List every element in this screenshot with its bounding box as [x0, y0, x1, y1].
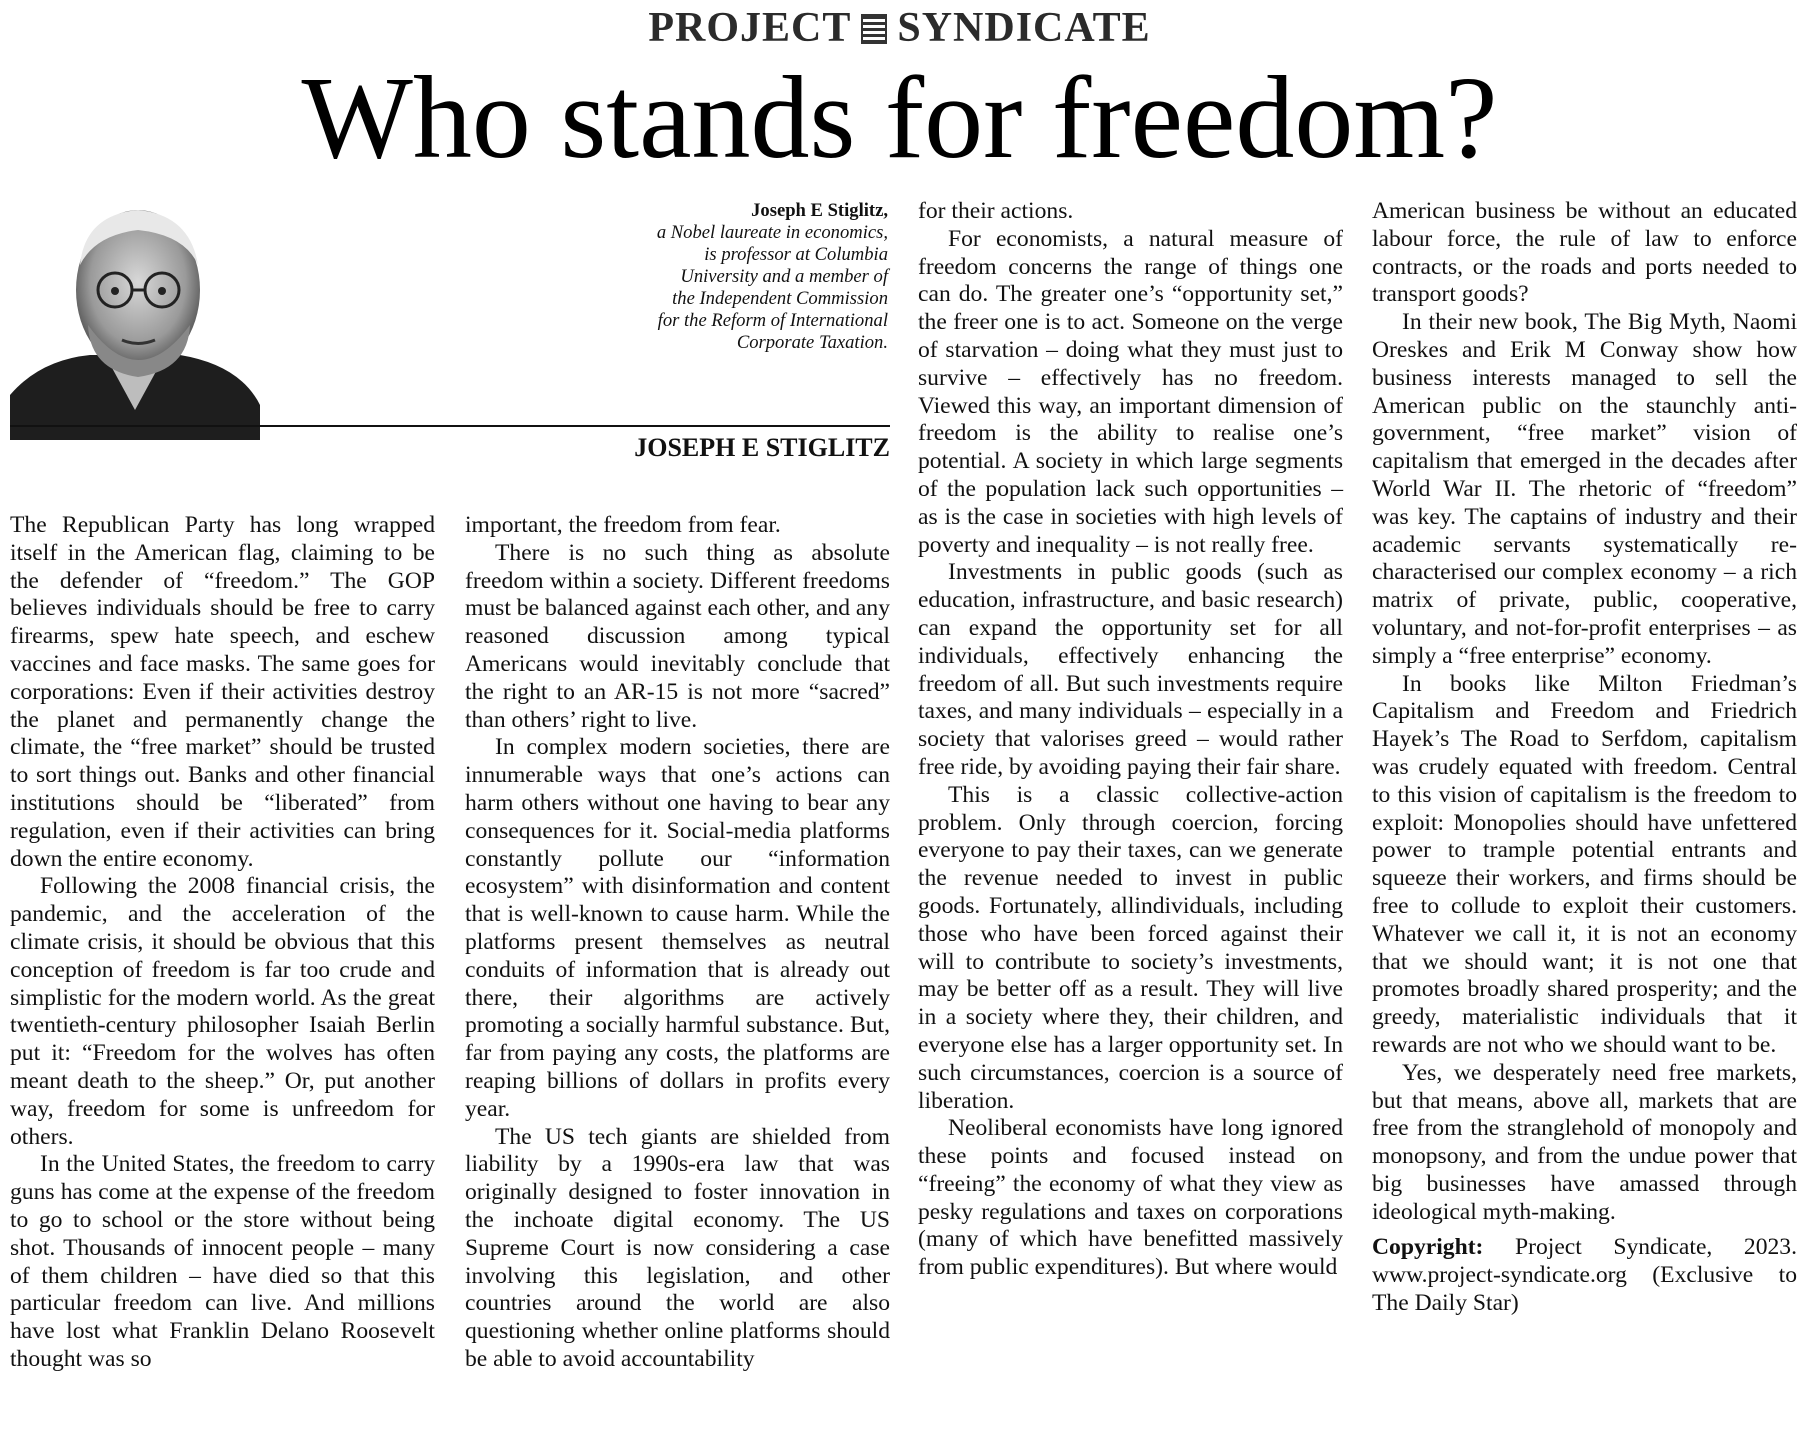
- paragraph: The US tech giants are shielded from liability by a 1990s-era law that was originally designed to foster innovation in the inchoate digital economy. The US Supreme Court is now considering a case involving this legislation, and other countries around the world are also questioning whether online platforms should be able to avoid accountability: [465, 1123, 890, 1372]
- paragraph: for their actions.: [918, 198, 1074, 224]
- author-photo: [10, 195, 260, 440]
- copyright-label: Copyright:: [1372, 1234, 1484, 1261]
- paragraph: Investments in public goods (such as education, infrastructure, and basic research) can expand the opportunity set for all individuals, effectively enhancing the freedom of all. But such investments require taxes, and many individuals – especially in a society that valorises greed – would rather free ride, by avoiding paying their fair share.: [918, 559, 1343, 780]
- article-column-3: [918, 198, 1343, 1282]
- masthead: [0, 4, 1799, 52]
- article-column-4: [1372, 198, 1797, 1318]
- paragraph: This is a classic collective-action problem. Only through coercion, forcing everyone to pay their taxes, can we generate the revenue needed to invest in public goods. Fortunately, allindividuals, including those who have been forced against their will to contribute to society’s investments, may be better off as a result. They will live in a society where they, their children, and everyone else has a larger opportunity set. In such circumstances, coercion is a source of liberation.: [918, 781, 1343, 1114]
- author-bio-line: for the Reform of International: [657, 310, 888, 331]
- copyright-note: [1372, 1234, 1797, 1317]
- masthead-right: SYNDICATE: [897, 5, 1151, 51]
- byline-divider: [10, 425, 890, 427]
- article-column-2: [465, 512, 890, 1374]
- paragraph: In books like Milton Friedman’s Capitalism and Freedom and Friedrich Hayek’s The Road to Serfdom, capitalism was crudely equated with freedom. Central to this vision of capitalism is the freedom to exploit: Monopolies should have unfettered power to trample potential entrants and squeeze their workers, and firms should be free to collude to exploit their customers. Whatever we call it, it is not an economy that we should want; it is not one that promotes broadly shared prosperity; and the greedy, materialistic individuals that it rewards are not who we should want to be.: [1372, 670, 1797, 1058]
- paragraph: Following the 2008 financial crisis, the pandemic, and the acceleration of the climate crisis, it should be obvious that this conception of freedom is far too crude and simplistic for the modern world. As the great twentieth-century philosopher Isaiah Berlin put it: “Freedom for the wolves has often meant death to the sheep.” Or, put another way, freedom for some is unfreedom for others.: [10, 873, 435, 1150]
- byline: JOSEPH E STIGLITZ: [634, 433, 890, 462]
- copyright-text: Project Syndicate, 2023. www.project-syndicate.org (Exclusive to The Daily Star): [1372, 1234, 1797, 1317]
- article-column-1: [10, 512, 435, 1374]
- paragraph: American business be without an educated labour force, the rule of law to enforce contracts, or the roads and ports needed to transport goods?: [1372, 198, 1797, 308]
- author-bio-line: is professor at Columbia: [704, 244, 888, 265]
- paragraph: Neoliberal economists have long ignored these points and focused instead on “freeing” the economy of what they view as pesky regulations and taxes on corporations (many of which have benefitted massively from public expenditures). But where would: [918, 1115, 1343, 1281]
- author-bio-line: Corporate Taxation.: [736, 332, 888, 353]
- author-bio-line: University and a member of: [680, 266, 888, 287]
- paragraph: In complex modern societies, there are innumerable ways that one’s actions can harm others without one having to bear any consequences for it. Social-media platforms constantly pollute our “information ecosystem” with disinformation and content that is well-known to cause harm. While the platforms present themselves as neutral conduits of information that is already out there, their algorithms are actively promoting a socially harmful substance. But, far from paying any costs, the platforms are reaping billions of dollars in profits every year.: [465, 734, 890, 1122]
- paragraph: In their new book, The Big Myth, Naomi Oreskes and Erik M Conway show how business interests managed to sell the American public on the staunchly anti-government, “free market” vision of capitalism that emerged in the decades after World War II. The rhetoric of “freedom” was key. The captains of industry and their academic servants systematically re-characterised our complex economy – a rich matrix of private, public, cooperative, voluntary, and not-for-profit enterprises – as simply a “free enterprise” economy.: [1372, 309, 1797, 669]
- masthead-separator-icon: [861, 14, 887, 44]
- paragraph: The Republican Party has long wrapped itself in the American flag, claiming to be the defender of “freedom.” The GOP believes individuals should be free to carry firearms, spew hate speech, and eschew vaccines and face masks. The same goes for corporations: Even if their activities destroy the planet and permanently change the climate, the “free market” should be trusted to sort things out. Banks and other financial institutions should be “liberated” from regulation, even if their activities can bring down the entire economy.: [10, 512, 435, 872]
- author-bio: [560, 222, 888, 354]
- author-name: Joseph E Stiglitz,: [751, 200, 888, 221]
- paragraph: There is no such thing as absolute freedom within a society. Different freedoms must be balanced against each other, and any reasoned discussion among typical Americans would inevitably conclude that the right to an AR-15 is not more “sacred” than others’ right to live.: [465, 539, 890, 733]
- paragraph: In the United States, the freedom to carry guns has come at the expense of the freedom to go to school or the store without being shot. Thousands of innocent people – many of them children – have died so that this particular freedom can live. And millions have lost what Franklin Delano Roosevelt thought was so: [10, 1151, 435, 1372]
- masthead-left: PROJECT: [648, 5, 852, 51]
- author-bio-line: the Independent Commission: [672, 288, 888, 309]
- headline: Who stands for freedom?: [301, 52, 1498, 183]
- paragraph: For economists, a natural measure of freedom concerns the range of things one can do. The greater one’s “opportunity set,” the freer one is to act. Someone on the verge of starvation – doing what they must just to survive – effectively has no freedom. Viewed this way, an important dimension of freedom is the ability to realise one’s potential. A society in which large segments of the population lack such opportunities – as is the case in societies with high levels of poverty and inequality – is not really free.: [918, 225, 1343, 558]
- paragraph: Yes, we desperately need free markets, but that means, above all, markets that are free from the stranglehold of monopoly and monopsony, and from the undue power that big businesses have amassed through ideological myth-making.: [1372, 1059, 1797, 1225]
- author-bio-line: a Nobel laureate in economics,: [656, 222, 888, 243]
- paragraph: important, the freedom from fear.: [465, 512, 781, 538]
- author-info: [560, 200, 888, 354]
